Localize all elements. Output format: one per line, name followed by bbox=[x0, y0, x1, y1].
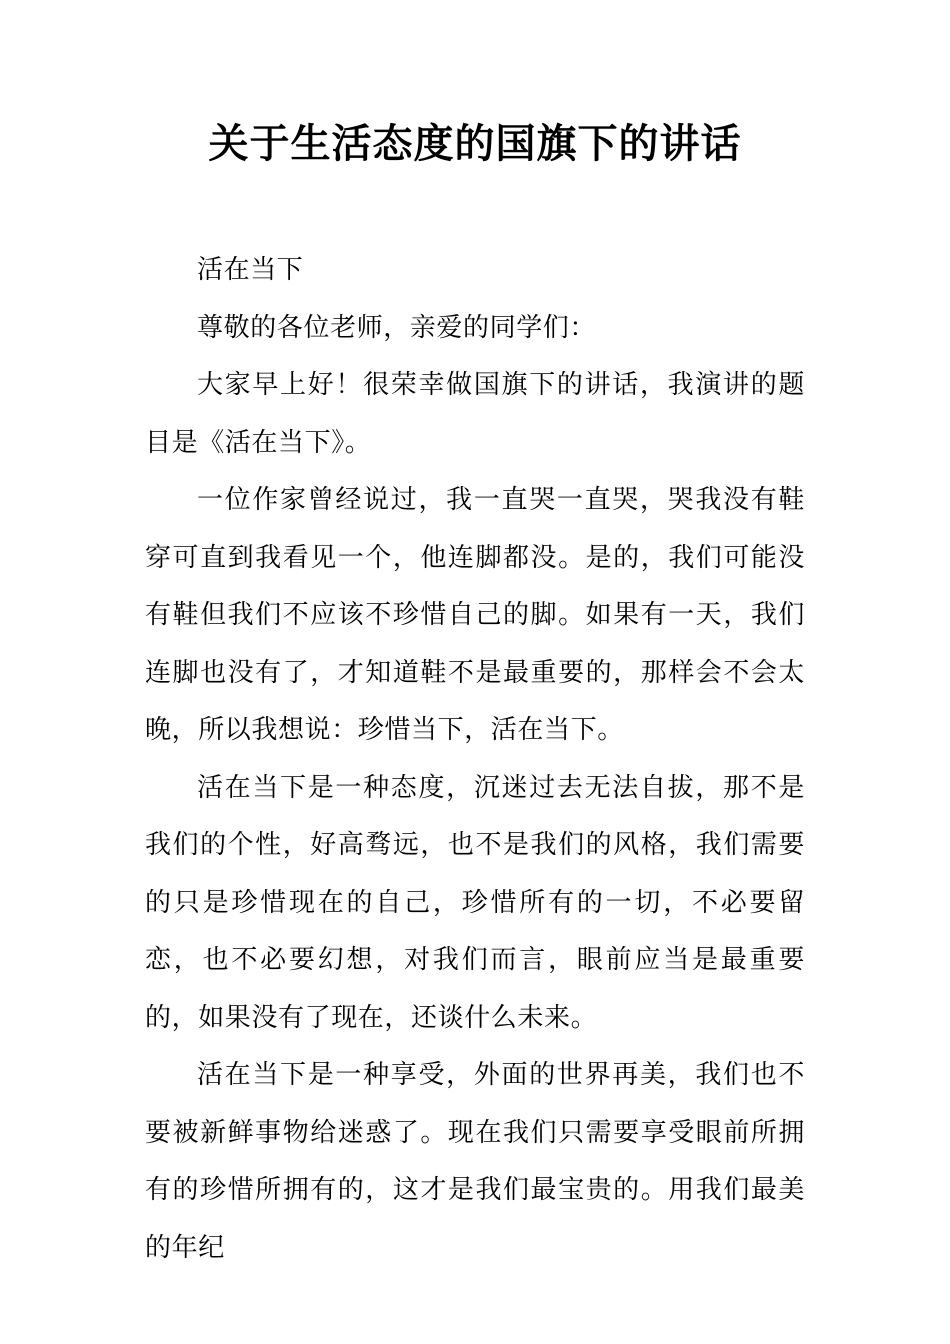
document-body bbox=[145, 242, 805, 1277]
paragraph-writer-quote: 一位作家曾经说过，我一直哭一直哭，哭我没有鞋穿可直到我看见一个，他连脚都没。是的，我们可能没有鞋但我们不应该不珍惜自己的脚。如果有一天，我们连脚也没有了，才知道鞋不是最重要的，那样会不会太晚，所以我想说：珍惜当下，活在当下。 bbox=[145, 485, 805, 745]
paragraph-salutation: 尊敬的各位老师，亲爱的同学们： bbox=[197, 312, 597, 343]
document-title: 关于生活态度的国旗下的讲话 bbox=[208, 120, 742, 167]
paragraph-subtitle: 活在当下 bbox=[197, 255, 304, 285]
paragraph-greeting: 大家早上好！很荣幸做国旗下的讲话，我演讲的题目是《活在当下》。 bbox=[145, 370, 805, 458]
paragraph-attitude: 活在当下是一种态度，沉迷过去无法自拔，那不是我们的个性，好高骛远，也不是我们的风格，我们需要的只是珍惜现在的自己，珍惜所有的一切，不必要留恋，也不必要幻想，对我们而言，眼前应当是最重要的，如果没有了现在，还谈什么未来。 bbox=[145, 772, 805, 1033]
paragraph-enjoyment: 活在当下是一种享受，外面的世界再美，我们也不要被新鲜事物给迷惑了。现在我们只需要享受眼前所拥有的珍惜所拥有的，这才是我们最宝贵的。用我们最美的年纪 bbox=[145, 1060, 805, 1263]
